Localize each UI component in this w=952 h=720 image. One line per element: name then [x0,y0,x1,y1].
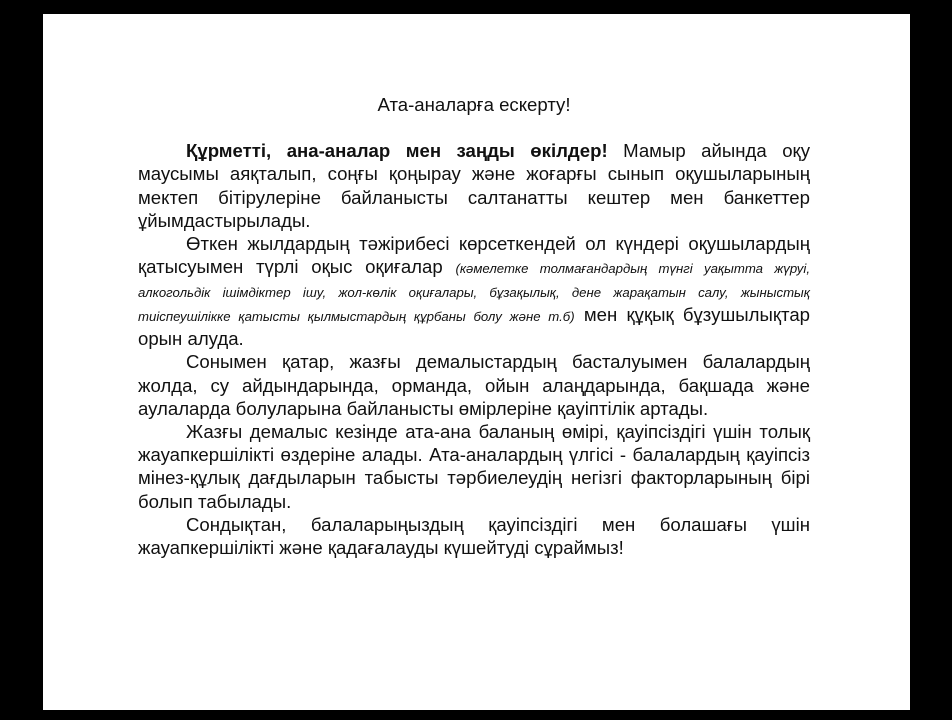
paragraph-past-years [138,232,810,350]
incidents-note: (кәмелетке толмағандардың түнгі уақытта жүруі, алкогольдік ішімдіктер ішу, жол-көлік оқиғалары, бұзақылық, дене жарақатын салу, жыныстық тиіспеушілікке қатысты қылмыстардың құрбаны болу және т.б) [138,261,810,325]
paragraph-request: Сондықтан, балаларыңыздың қауіпсіздігі мен болашағы үшін жауапкершілікті және қадағалауды күшейтуді сұраймыз! [138,513,810,559]
document-page [43,14,910,710]
past-years-ending: мен құқық бұзушылықтар орын алуда. [138,304,811,350]
greeting-lead: Құрметті, ана-аналар мен заңды өкілдер! [186,140,608,162]
greeting-text: Мамыр айында оқу маусымы аяқталып, соңғы қоңырау және жоғарғы сынып оқушыларының мектеп бітірулеріне байланысты салтанатты кештер мен банкеттер ұйымдастырылады. [138,140,810,231]
past-years-text: Өткен жылдардың тәжірибесі көрсеткендей ол күндері оқушылардың қатысуымен түрлі оқыс оқиғалар [138,233,810,278]
paragraph-greeting [138,139,810,232]
paragraph-parent-responsibility: Жазғы демалыс кезінде ата-ана баланың өмірі, қауіпсіздігі үшін толық жауапкершілікті өздеріне алады. Ата-аналардың үлгісі - балалардың қауіпсіз мінез-құлық дағдыларын табысты тәрбиелеудің негізгі факторларының бірі болып табылады. [138,421,810,512]
document-title: Ата-аналарға ескерту! [377,94,571,115]
paragraph-summer-risks: Сонымен қатар, жазғы демалыстардың басталуымен балалардың жолда, су айдындарында, орманда, ойын алаңдарында, бақшада және аулаларда болуларына байланысты өмірлеріне қауіптілік артады. [138,351,810,419]
document-body [138,93,810,559]
